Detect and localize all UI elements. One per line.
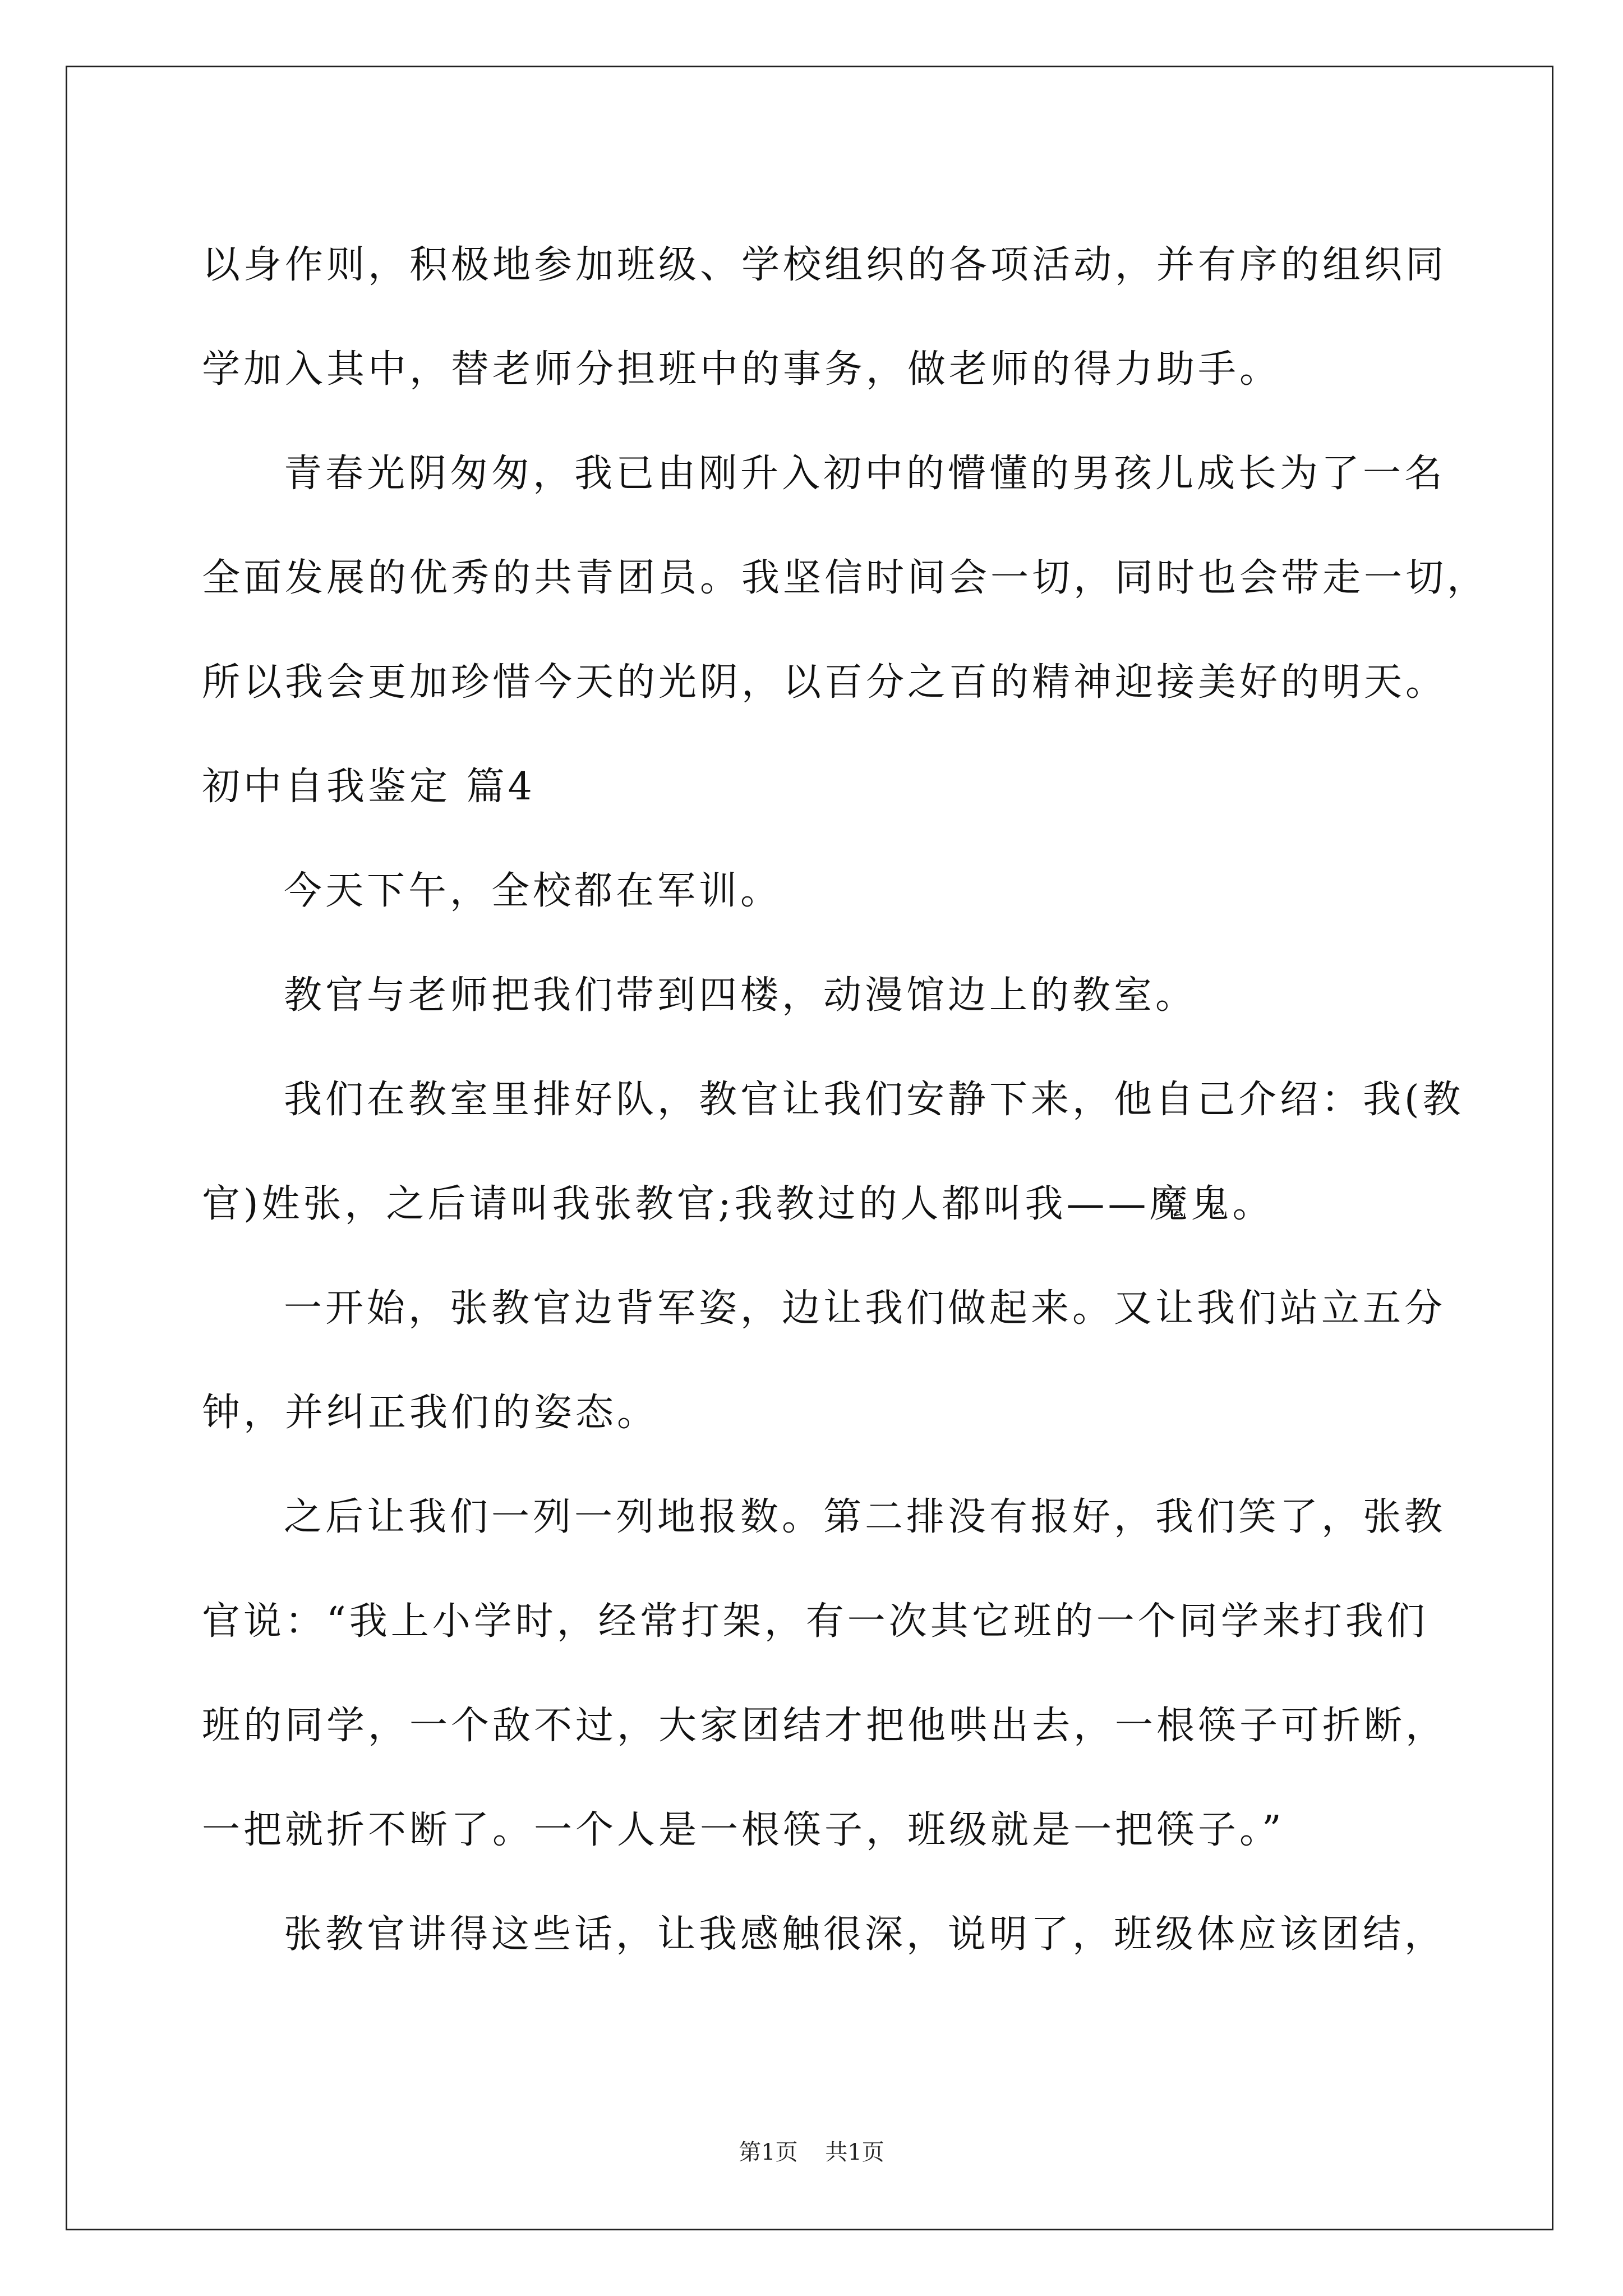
text-line: 学加入其中，替老师分担班中的事务，做老师的得力助手。 <box>202 347 1281 392</box>
text-line: 全面发展的优秀的共青团员。我坚信时间会一切，同时也会带走一切， <box>202 556 1489 600</box>
text-line: 钟，并纠正我们的姿态。 <box>202 1391 659 1435</box>
text-line: 所以我会更加珍惜今天的光阴，以百分之百的精神迎接美好的明天。 <box>202 660 1447 705</box>
text-line: 之后让我们一列一列地报数。第二排没有报好，我们笑了，张教 <box>284 1495 1446 1539</box>
document-body <box>202 213 1489 1987</box>
text-line: 今天下午，全校都在军训。 <box>284 869 782 913</box>
text-line: 一把就折不断了。一个人是一根筷子，班级就是一把筷子。” <box>202 1808 1285 1852</box>
page-footer <box>0 2138 1623 2166</box>
text-line: 官)姓张，之后请叫我张教官;我教过的人都叫我——魔鬼。 <box>202 1182 1274 1226</box>
text-line: 我们在教室里排好队，教官让我们安静下来，他自己介绍：我(教 <box>284 1078 1464 1122</box>
page-total: 共1页 <box>825 2139 884 2165</box>
text-line: 班的同学，一个敌不过，大家团结才把他哄出去，一根筷子可折断， <box>202 1704 1447 1748</box>
text-line: 教官与老师把我们带到四楼，动漫馆边上的教室。 <box>284 973 1197 1018</box>
text-line: 张教官讲得这些话，让我感触很深，说明了，班级体应该团结， <box>284 1912 1446 1957</box>
text-line: 官说：“我上小学时，经常打架，有一次其它班的一个同学来打我们 <box>202 1599 1428 1644</box>
text-line: 青春光阴匆匆，我已由刚升入初中的懵懂的男孩儿成长为了一名 <box>284 452 1446 496</box>
text-line: 以身作则，积极地参加班级、学校组织的各项活动，并有序的组织同 <box>202 243 1447 287</box>
section-heading: 初中自我鉴定 篇4 <box>202 765 536 809</box>
page-number: 第1页 <box>739 2139 798 2165</box>
text-line: 一开始，张教官边背军姿，边让我们做起来。又让我们站立五分 <box>284 1286 1446 1331</box>
